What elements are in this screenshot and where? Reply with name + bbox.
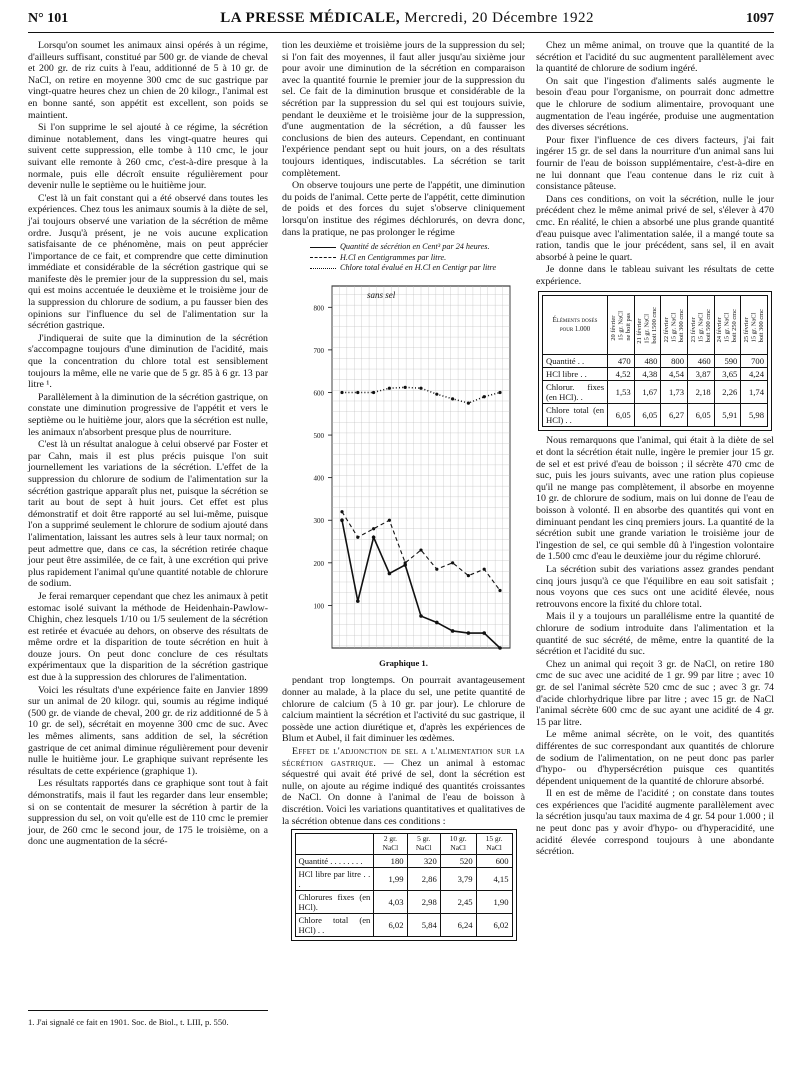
table-cell: 1,73 (661, 381, 688, 404)
dashed-line-swatch (310, 257, 336, 258)
paragraph: tion les deuxième et troisième jours de la suppression du sel; si l'on fait des moyennes, il faut aller jusqu'au sixième jour pour avoir une diminution de la sécrétion en comparaison avec la quantité fournie le premier jour de la suppression du sel. Ce fait de la diminution brusque et considérable de la sécrétion par la suppression du sel qui est toujours suivie, pendant le deuxième et le troisième jour de la suppression, d'une augmentation de la sécrétion, a dû fausser les conclusions de bien des auteurs. Cependant, en continuant l'expérience pendant sept ou huit jours, on a des résultats toujours identiques, indiscutables. La sécrétion se tarit complètement. (282, 40, 525, 179)
table-cell: 5,91 (714, 404, 741, 427)
data-point-dashed (419, 548, 422, 551)
legend-label: H.Cl en Centigrammes par litre. (340, 252, 447, 262)
table-cell: 1,90 (476, 890, 512, 913)
paragraph: Je donne dans le tableau suivant les résultats de cette expérience. (536, 264, 774, 287)
table-cell: 6,27 (661, 404, 688, 427)
journal-name: LA PRESSE MÉDICALE, (220, 10, 401, 26)
table-cell: 6,05 (688, 404, 715, 427)
dotted-line-swatch (310, 268, 336, 269)
paragraph: Lorsqu'on soumet les animaux ainsi opérés à un régime, d'ailleurs suffisant, constitué par 500 gr. de viande de cheval et 200 gr. de riz cuits à l'eau, additionné de 5 à 10 gr. de NaCl, on retire en moyenne 300 cmc de suc gastrique par vingt-quatre heures chez un chien de 20 kilogr., l'animal est en bonne santé, son appétit est excellent, son poids se maintient. (28, 40, 268, 121)
paragraph: Les résultats rapportés dans ce graphique sont tout à fait démonstratifs, mais il faut les regarder dans leur ensemble; si on se contentait de mesurer la sécrétion à partir de la suppression du sel, on voit qu'elle est de 110 cmc le premier jour, de 260 cmc le second jour, de 175 le troisième, on a donc une augmentation de la sécré- (28, 778, 268, 848)
section-text: — Chez un animal à estomac séquestré qui avait été privé de sel, dont la sécrétion est nulle, on ajoute au régime indiqué des quantités croissantes de NaCl. On donne à l'animal de l'eau de boisson à discrétion. Voici les variations quantitatives et qualitatives de la sécrétion obtenue dans ces conditions : (282, 757, 525, 827)
data-point-solid (372, 535, 376, 539)
table-nacl-doses (295, 833, 513, 937)
y-tick-label: 800 (313, 304, 324, 313)
table-cell: 5,84 (407, 913, 440, 936)
data-point-dashed (498, 589, 501, 592)
table-february-experiment (542, 295, 768, 427)
table-row (295, 913, 512, 936)
table-row (543, 368, 768, 381)
data-point-dotted (467, 401, 470, 404)
page-folio: 1097 (745, 11, 774, 26)
data-point-dashed (483, 567, 486, 570)
paragraph: Le même animal sécrète, on le voit, des quantités différentes de suc correspondant aux quantités de chlorure de sodium de l'alimentation, on ne peut donc pas parler d'hypo- ou d'hypersécrétion puisque ces quantités dépendent uniquement de la quantité de chlorure absorbé. (536, 729, 774, 787)
data-point-dotted (435, 392, 438, 395)
table-cell: 1,53 (608, 381, 635, 404)
row-label: Quantité . . . . . . . . (295, 854, 374, 867)
data-point-dashed (435, 567, 438, 570)
data-point-dashed (451, 561, 454, 564)
data-point-dashed (467, 574, 470, 577)
table-cell: 6,02 (476, 913, 512, 936)
y-tick-label: 300 (313, 517, 324, 526)
table-cell: 520 (440, 854, 476, 867)
data-point-dotted (483, 395, 486, 398)
y-tick-label: 200 (313, 559, 324, 568)
column-1 (28, 40, 268, 1040)
header-text: 25 février 15 gr. NaCl boit 300 cmc (743, 308, 765, 343)
table-cell: 4,38 (634, 368, 661, 381)
data-point-solid (340, 518, 344, 522)
table-cell: 1,67 (634, 381, 661, 404)
paragraph: C'est là un résultat analogue à celui observé par Foster et par Cahn, mais il est plus précis puisque l'on suit journellement les variations de la sécrétion. L'effet de la suppression du chlorure de sodium de l'alimentation sur la sécrétion gastrique apparaît plus net, puisque la sécrétion se tarit au bout de sept à huit jours. Cet effet est plus démonstratif et doit être rapporté au sel lui-même, puisque l'on a supprimé seulement le chlorure de sodium ajouté dans l'alimentation, laissant les autres sels à leur taux normal; on peut admettre que, dans ce cas, la sécrétion retirée chaque jour peut être assimilée, de ce fait, à une excrétion qui prive plus rapidement l'animal qu'une quantité notable de chlorure de sodium. (28, 439, 268, 590)
table-header-row (543, 296, 768, 355)
data-point-solid (388, 572, 392, 576)
data-point-dotted (372, 391, 375, 394)
table-cell: 6,05 (634, 404, 661, 427)
data-point-solid (498, 646, 502, 650)
table-corner-header: Éléments dosés pour 1.000 (543, 296, 608, 355)
table-header-cell (634, 296, 661, 355)
paragraph: C'est là un fait constant qui a été observé dans toutes les expériences. Chez tous les animaux soumis à la diète de sel, j'ai toujours observé une variation de la sécrétion de même ordre. Jusqu'à présent, je ne vois aucune explication satisfaisante de ce phénomène, mais on peut apprécier l'importance de ce fait, et comprendre que cette diminution immédiate et considérable de la sécrétion gastrique qui se manifeste dès le premier jour de la suppression du sel, mais qui est moins accentuée le deuxième et le troisième jour de la suppression du chlorure de sodium, a pu fausser bien des opinions sur l'influence du sel de l'alimentation sur la sécrétion gastrique. (28, 192, 268, 332)
header-text: 21 février 15 gr. NaCl boit 1500 cmc (636, 307, 659, 344)
table-cell: 4,24 (741, 368, 768, 381)
graph-1-chart (282, 276, 525, 656)
legend-label: Quantité de sécrétion en Cent³ par 24 heures. (340, 242, 490, 252)
table-cell: 5,98 (741, 404, 768, 427)
data-point-dotted (404, 386, 407, 389)
paragraph: Je ferai remarquer cependant que chez les animaux à petit estomac isolé suivant la méthode de Heidenhain-Pawlow-Chighin, chez lesquels 1/10 ou 1/5 seulement de la sécrétion est retirée et évacuée au dehors, on observe des résultats de même ordre et la disparition de toute sécrétion en huit à douze jours. On peut donc conclure de ces résultats expérimentaux que la disparition de la sécrétion gastrique est due à la suppression des chlorures de l'alimentation. (28, 590, 268, 684)
paragraph: Chez un même animal, on trouve que la quantité de la sécrétion et l'acidité du suc augmentent parallèlement avec la quantité de chlorure de sodium ingéré. (536, 40, 774, 75)
table-row (295, 854, 512, 867)
table-header-cell (688, 296, 715, 355)
table-cell: 2,18 (688, 381, 715, 404)
issue-date: Mercredi, 20 Décembre 1922 (404, 10, 595, 26)
paragraph: Parallèlement à la diminution de la sécrétion gastrique, on constate une diminution progressive de l'appétit et vers le septième ou le huitième jour, alors que la sécrétion est nulle, les animaux n'absorbent presque plus de nourriture. (28, 391, 268, 438)
table-header-cell (741, 296, 768, 355)
y-tick-label: 100 (313, 602, 324, 611)
data-point-dashed (388, 519, 391, 522)
table-cell: 700 (741, 355, 768, 368)
annotation-sans-sel: sans sel (367, 289, 396, 300)
table-cell: 4,52 (608, 368, 635, 381)
row-label: Chlorur. fixes (en HCl). . (543, 381, 608, 404)
table-row (543, 381, 768, 404)
table-cell: 320 (407, 854, 440, 867)
data-point-dashed (372, 527, 375, 530)
table-cell: 1,99 (374, 867, 407, 890)
table-cell: 4,15 (476, 867, 512, 890)
row-label: Quantité . . (543, 355, 608, 368)
paragraph: pendant trop longtemps. On pourrait avantageusement donner au malade, à la place du sel, une petite quantité de chlorure de calcium (5 à 10 gr. par jour). Le chlorure de calcium maintient la sécrétion et l'activité du suc gastrique, il possède une action diurétique et, d'après les expériences de Blum et Aubel, il fait diminuer les œdèmes. (282, 675, 525, 745)
legend-item-dashed (310, 253, 525, 264)
paragraph: Chez un animal qui reçoit 3 gr. de NaCl, on retire 180 cmc de suc avec une acidité de 1 gr. 99 par litre ; avec 10 gr. de sel l'animal sécrète 520 cmc de suc ; avec 3 gr. 74 d'acide chlorhydrique libre par litre ; avec 15 gr. de NaCl l'animal sécrète 600 cmc de suc ayant une acidité de 4 gr. 15 par litre. (536, 658, 774, 728)
table-cell: 1,74 (741, 381, 768, 404)
y-tick-label: 700 (313, 346, 324, 355)
graph-caption: Graphique 1. (379, 657, 428, 668)
data-point-solid (451, 629, 455, 633)
table-cell: 4,54 (661, 368, 688, 381)
running-header (28, 10, 774, 33)
table-cell: 180 (374, 854, 407, 867)
table-cell: 460 (688, 355, 715, 368)
data-point-dotted (340, 391, 343, 394)
graph-legend (310, 242, 525, 274)
table-header-cell: 15 gr. NaCl (476, 834, 512, 855)
table-cell: 3,79 (440, 867, 476, 890)
table-header-row (295, 834, 512, 855)
table-cell: 6,24 (440, 913, 476, 936)
legend-label: Chlore total évalué en H.Cl en Centigr par litre (340, 263, 497, 273)
table-cell: 2,98 (407, 890, 440, 913)
paragraph: Nous remarquons que l'animal, qui était à la diète de sel et dont la sécrétion était nulle, ingère le premier jour 15 gr. de sel et est privé d'eau de boisson ; il sécrète 470 cmc de suc, puis les jours suivants, avec une ration plus copieuse qu'il ne mange pas complètement, il absorbe en moyenne 10 gr. de chlorure de sodium, mais on lui donne de l'eau de boisson à volonté. Il en absorbe des quantités qui vont en diminuant pendant les cinq premiers jours. La quantité de la sécrétion subit une grande variation le troisième jour de l'ingestion de sel, ce qui semble dû à l'ingestion volontaire de 1.500 cmc d'eau le deuxième jour du régime chloruré. (536, 435, 774, 563)
table-row (543, 355, 768, 368)
section-heading: Effet de l'adjonction de sel a l'alimentation sur la sécrétion gastrique. (282, 746, 525, 769)
table-row (543, 404, 768, 427)
data-point-dashed (404, 561, 407, 564)
table-cell: 6,05 (608, 404, 635, 427)
data-point-solid (356, 599, 360, 603)
data-point-dotted (388, 386, 391, 389)
header-text: 24 février 15 gr. NaCl boit 250 cmc (716, 308, 739, 343)
row-label: Chlore total (en HCl) . . (295, 913, 374, 936)
header-text: 20 février 15 gr. NaCl ne boit pas (609, 310, 632, 341)
table-row (295, 867, 512, 890)
table-cell: 800 (661, 355, 688, 368)
header-text: 23 février 15 gr. NaCl boit 500 cmc (689, 308, 712, 343)
data-point-solid (467, 631, 471, 635)
data-point-solid (419, 614, 423, 618)
data-point-dotted (498, 391, 501, 394)
y-tick-label: 400 (313, 474, 324, 483)
table-header-cell: 2 gr. NaCl (374, 834, 407, 855)
table-cell: 480 (634, 355, 661, 368)
table-cell: 4,03 (374, 890, 407, 913)
issue-number: N° 101 (28, 11, 69, 26)
solid-line-swatch (310, 247, 336, 248)
table-cell: 2,26 (714, 381, 741, 404)
table-cell: 590 (714, 355, 741, 368)
paragraph: Dans ces conditions, on voit la sécrétion, nulle le jour précédent chez le même animal privé de sel, s'élever à 470 cmc. En réalité, le chien a absorbé une plus grande quantité d'eau puisque avec l'alimentation salée, il a mangé toute sa ration, tandis que le jour précédent, sans sel, il en avait absorbé à peine le quart. (536, 193, 774, 263)
table-header-cell: 10 gr. NaCl (440, 834, 476, 855)
header-text: 22 février 15 gr. NaCl boit 300 cmc (663, 308, 685, 343)
table-cell: 2,86 (407, 867, 440, 890)
row-label: Chlore total (en HCl) . . (543, 404, 608, 427)
table-header-cell: 5 gr. NaCl (407, 834, 440, 855)
data-point-dashed (340, 510, 343, 513)
footnote: 1. J'ai signalé ce fait en 1901. Soc. de Biol., t. LIII, p. 550. (28, 1010, 268, 1027)
table-header-cell (714, 296, 741, 355)
paragraph: Pour fixer l'influence de ces divers facteurs, j'ai fait ingérer 15 gr. de sel dans la nourriture d'un animal sans lui fournir de l'eau de boisson supplémentaire, c'est-à-dire en ne lui donnant que l'eau contenue dans le riz cuit à consistance pâteuse. (536, 134, 774, 193)
y-tick-label: 500 (313, 431, 324, 440)
legend-item-solid (310, 242, 525, 253)
column-3 (536, 40, 774, 1080)
table-header-cell (295, 834, 374, 855)
data-point-solid (482, 631, 486, 635)
section-paragraph (282, 746, 525, 827)
y-tick-label: 600 (313, 389, 324, 398)
data-point-dotted (451, 397, 454, 400)
column-2 (282, 40, 525, 1080)
data-point-dotted (419, 386, 422, 389)
table-header-cell (661, 296, 688, 355)
table-cell: 2,45 (440, 890, 476, 913)
paragraph: Mais il y a toujours un parallélisme entre la quantité de chlorure de sodium introduite dans l'alimentation et la quantité de suc sécrété, de même, entre la quantité de la sécrétion et l'acidité du suc. (536, 611, 774, 658)
table-cell: 3,87 (688, 368, 715, 381)
table-cell: 6,02 (374, 913, 407, 936)
paragraph: On sait que l'ingestion d'aliments salés augmente le besoin d'eau pour l'organisme, on pourrait donc admettre que le chlorure de sodium alimentaire, provoquant une augmentation de l'eau ingérée, produise une augmentation des diverses sécrétions. (536, 75, 774, 134)
data-point-solid (435, 621, 439, 625)
row-label: Chlorures fixes (en HCl). (295, 890, 374, 913)
row-label: HCl libre par litre . . . (295, 867, 374, 890)
table-cell: 600 (476, 854, 512, 867)
table-row (295, 890, 512, 913)
data-point-dotted (356, 391, 359, 394)
paragraph: Il en est de même de l'acidité ; on constate dans toutes ces expériences que l'acidité augmente parallèlement avec la sécrétion jusqu'au taux maxima de 4 gr. 54 pour 1.000 ; il ne peut donc pas y avoir d'hypo- ou d'hyperacidité, une acidité élevée correspond toujours à une abondante sécrétion. (536, 788, 774, 858)
table-cell: 3,65 (714, 368, 741, 381)
table-header-cell (608, 296, 635, 355)
row-label: HCl libre . . (543, 368, 608, 381)
data-point-dashed (356, 536, 359, 539)
legend-item-dotted (310, 263, 525, 274)
paragraph: On observe toujours une perte de l'appétit, une diminution du poids de l'animal. Cette perte de l'appétit, cette diminution de poids et des forces du sujet s'observe cliniquement lorsqu'on institue des régimes déchlorurés, on devra donc, dans la pratique, ne pas prolonger le régime (282, 180, 525, 238)
table-cell: 470 (608, 355, 635, 368)
paragraph: J'indiquerai de suite que la diminution de la sécrétion s'accompagne toujours d'une diminution de l'acidité, mais que la concentration du chlore total est sensiblement toujours la même, elle ne varie que de 5 gr. 85 à 6 gr. 13 par litre ¹. (28, 332, 268, 391)
journal-title (220, 10, 594, 27)
paragraph: La sécrétion subit des variations assez grandes pendant cinq jours jusqu'à ce que l'équilibre en eau soit satisfait ; nous voyons que ces sucs ont une acidité élevée, nous retrouvons encore la fixité du chlore total. (536, 564, 774, 610)
paragraph: Si l'on supprime le sel ajouté à ce régime, la sécrétion diminue notablement, dans les vingt-quatre heures qui suivent cette suppression, elle tombe à 110 cmc, le jour suivant elle remonte à 260 cmc, c'est-à-dire presque à la normale, puis elle décroît ensuite régulièrement pour devenir nulle le septième ou le huitième jour. (28, 122, 268, 192)
paragraph: Voici les résultats d'une expérience faite en Janvier 1899 sur un animal de 20 kilogr. qui, soumis au régime indiqué (500 gr. de viande de cheval, 200 gr. de riz additionné de 5 à 10 gr. de sel), sécrétait en moyenne 300 cmc de suc. Avec les mêmes aliments, sans addition de sel, la sécrétion gastrique de cet animal diminue régulièrement pour devenir nulle le huitième jour. Le graphique suivant représente les résultats de cette expérience (graphique 1). (28, 684, 268, 777)
